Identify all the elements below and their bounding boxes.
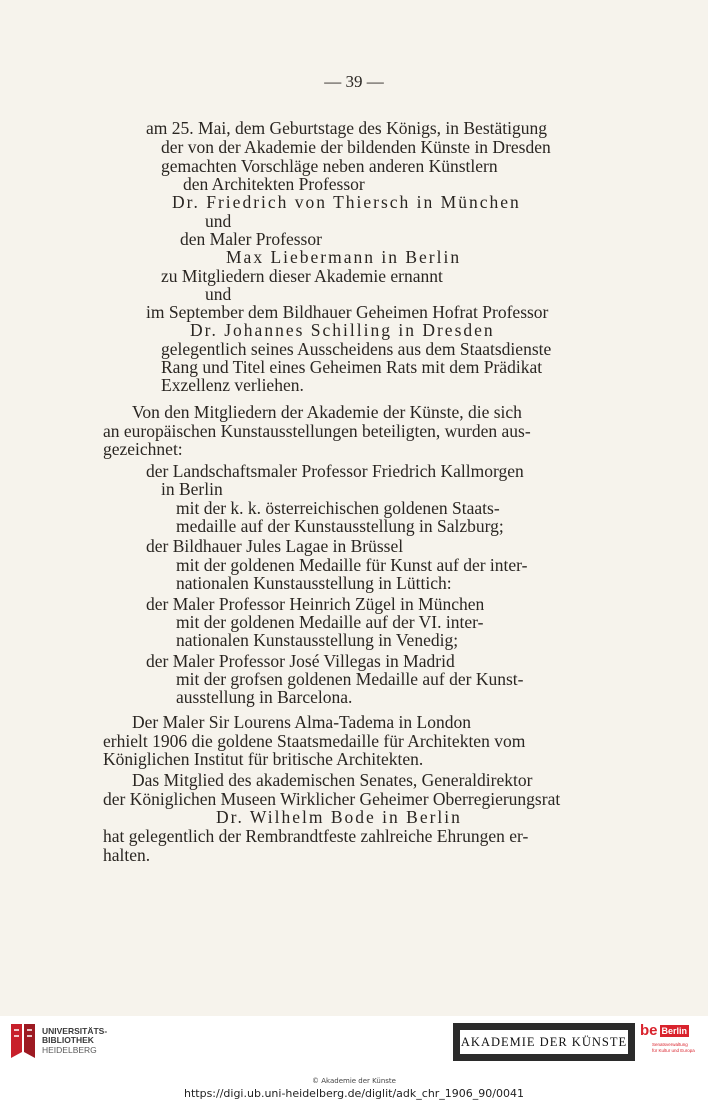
text-line: Dr. Wilhelm Bode in Berlin bbox=[216, 807, 462, 827]
text-line: Das Mitglied des akademischen Senates, Generaldirektor bbox=[132, 770, 533, 790]
text-line: der von der Akademie der bildenden Künste in Dresden bbox=[161, 137, 551, 157]
text-line: Königlichen Institut für britische Architekten. bbox=[103, 749, 424, 769]
text-line: der Königlichen Museen Wirklicher Geheimer Oberregierungsrat bbox=[103, 789, 561, 809]
partner-berlin-mark: Berlin bbox=[661, 1025, 688, 1036]
text-line: den Architekten Professor bbox=[183, 174, 365, 194]
text-line: zu Mitgliedern dieser Akademie ernannt bbox=[161, 266, 443, 286]
text-line: Dr. Johannes Schilling in Dresden bbox=[190, 320, 495, 340]
text-line: gelegentlich seines Ausscheidens aus dem Staatsdienste bbox=[161, 339, 552, 359]
text-line: den Maler Professor bbox=[180, 229, 322, 249]
text-line: Dr. Friedrich von Thiersch in München bbox=[172, 192, 521, 212]
partner-subtitle-1: Senatsverwaltung bbox=[652, 1042, 688, 1047]
text-line: Rang und Titel eines Geheimen Rats mit dem Prädikat bbox=[161, 357, 543, 377]
text-line: ausstellung in Barcelona. bbox=[176, 687, 353, 707]
partner-subtitle-2: für Kultur und Europa bbox=[652, 1047, 695, 1053]
text-line: mit der k. k. österreichischen goldenen Staats- bbox=[176, 498, 500, 518]
text-line: in Berlin bbox=[161, 479, 223, 499]
library-name-line1: UNIVERSITÄTS- bbox=[42, 1025, 108, 1036]
collection-logo[interactable] bbox=[453, 1023, 635, 1061]
text-line: mit der grofsen goldenen Medaille auf der Kunst- bbox=[176, 669, 524, 689]
text-line: halten. bbox=[103, 845, 151, 865]
partner-be-mark: be bbox=[640, 1022, 658, 1039]
text-line: gezeichnet: bbox=[103, 439, 183, 459]
text-line: der Landschaftsmaler Professor Friedrich Kallmorgen bbox=[146, 461, 524, 481]
library-emblem-icon bbox=[8, 1022, 38, 1060]
text-line: Der Maler Sir Lourens Alma-Tadema in London bbox=[132, 712, 471, 732]
text-line: gemachten Vorschläge neben anderen Künstlern bbox=[161, 156, 498, 176]
text-line: und bbox=[205, 284, 232, 304]
library-name-line2: BIBLIOTHEK bbox=[42, 1035, 94, 1046]
permalink-url[interactable]: https://digi.ub.uni-heidelberg.de/diglit/adk_chr_1906_90/0041 bbox=[183, 1087, 525, 1100]
text-line: Exzellenz verliehen. bbox=[161, 375, 304, 395]
page-number: — 39 — bbox=[324, 72, 384, 91]
text-line: nationalen Kunstausstellung in Lüttich: bbox=[176, 573, 452, 593]
text-line: hat gelegentlich der Rembrandtfeste zahlreiche Ehrungen er- bbox=[103, 826, 529, 846]
text-line: am 25. Mai, dem Geburtstage des Königs, in Bestätigung bbox=[146, 118, 547, 138]
text-line: Von den Mitgliedern der Akademie der Künste, die sich bbox=[132, 402, 522, 422]
text-line: mit der goldenen Medaille auf der VI. inter- bbox=[176, 612, 484, 632]
text-line: medaille auf der Kunstausstellung in Salzburg; bbox=[176, 516, 504, 536]
text-line: im September dem Bildhauer Geheimen Hofrat Professor bbox=[146, 302, 549, 322]
text-line: der Maler Professor Heinrich Zügel in München bbox=[146, 594, 485, 614]
collection-label: AKADEMIE DER KÜNSTE bbox=[460, 1030, 628, 1054]
text-line: der Maler Professor José Villegas in Madrid bbox=[146, 651, 455, 671]
text-line: Max Liebermann in Berlin bbox=[226, 247, 462, 267]
text-line: an europäischen Kunstausstellungen beteiligten, wurden aus- bbox=[103, 421, 531, 441]
university-library-logo[interactable] bbox=[8, 1022, 107, 1060]
library-name-line3: HEIDELBERG bbox=[42, 1044, 97, 1055]
text-line: nationalen Kunstausstellung in Venedig; bbox=[176, 630, 459, 650]
copyright-notice: © Akademie der Künste bbox=[312, 1077, 396, 1085]
text-line: erhielt 1906 die goldene Staatsmedaille für Architekten vom bbox=[103, 731, 526, 751]
text-line: und bbox=[205, 211, 232, 231]
text-line: der Bildhauer Jules Lagae in Brüssel bbox=[146, 536, 404, 556]
text-line: mit der goldenen Medaille für Kunst auf der inter- bbox=[176, 555, 528, 575]
partner-logo[interactable] bbox=[640, 1022, 700, 1072]
